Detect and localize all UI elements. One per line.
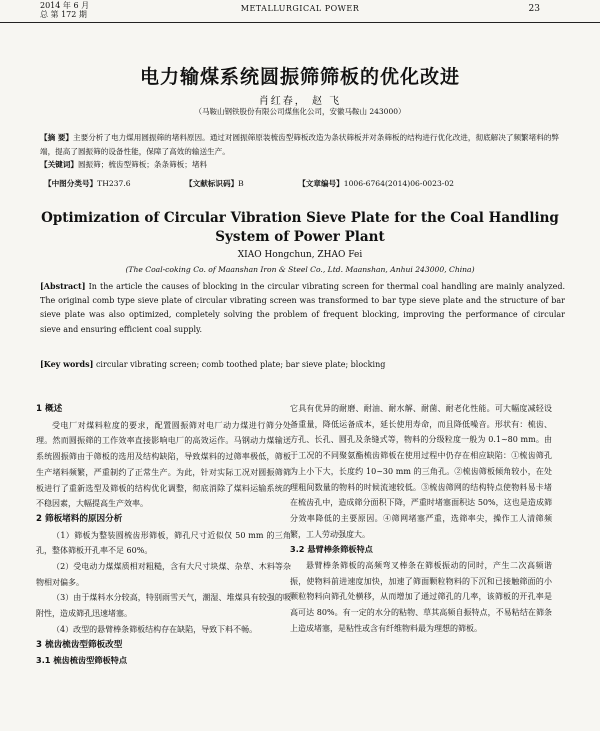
journal-name: METALLURGICAL POWER bbox=[240, 4, 360, 13]
title-en-line1: Optimization of Circular Vibration Sieve Plate for the Coal Handling bbox=[41, 210, 559, 226]
abstract-english bbox=[40, 279, 565, 337]
doc-code-value: B bbox=[238, 179, 244, 188]
title-chinese: 电力输煤系统圆振筛筛板的优化改进 bbox=[139, 66, 460, 88]
abstract-cn-text: 主要分析了电力煤用圆振筛的堵料原因。通过对圆振筛原装梳齿型筛板改造为条状筛板并对条筛板的结构进行优化改进，彻底解决了频繁堵料的弊端，提高了圆振筛的设备性能，保障了高效的输送生产。 bbox=[40, 133, 560, 156]
section-3-1-paragraph: 它具有优异的耐磨、耐油、耐水解、耐菌、耐老化性能。可大幅度减轻设备重量，降低运备成本，延长使用寿命，而且降低噪音。形状有：梳齿、方孔、长孔、圆孔及条缝式等，物料的分级粒度一般为 0.1~80 mm。由于工况的不同聚氨酯梳齿筛板在使用过程中仍存在相应缺陷：①梳齿筛孔为上小下大，长度约 10~30 mm 的三角孔。②梳齿筛板倾角较小，在处理粗间数量的物料的时候流速较低。③梳齿筛网的结构特点使物料易卡堵在梳齿孔中，造成筛分面积下降，严重时堵塞面积达 50%，这也是造成筛分效率降低的主要原因。④筛网堵塞严重，选筛率尖，操作工人清筛频繁，工人劳动强度大。 bbox=[290, 404, 552, 539]
issue-date: 2014 年 6 月 bbox=[40, 1, 90, 10]
article-id-value: 1006-6764(2014)06-0023-02 bbox=[343, 179, 455, 188]
section-2-item-2: （2）受电动力煤煤质相对粗糙，含有大尺寸块煤、杂草、木料等杂物相对偏多。 bbox=[36, 562, 291, 587]
abstract-en-text: In the article the causes of blocking in the circular vibrating screen for thermal coal handling are mainly analyzed. The original comb type sieve plate of circular vibrating screen was transformed to bar type sieve plate and the structure of bar sieve plate was also optimized, completely solving the problem of frequent blocking, improving the performance of circular sieve and ensuring efficient coal supply. bbox=[40, 282, 565, 334]
keywords-cn-text: 圆振筛；梳齿型筛板；条条筛板；堵料 bbox=[77, 160, 208, 169]
affiliation-english: (The Coal-coking Co. of Maanshan Iron & Steel Co., Ltd. Maanshan, Anhui 243000, China) bbox=[125, 265, 475, 274]
section-2-item-3: （3）由于煤料水分较高，特别雨雪天气，潮湿、堆煤具有较强的吸附性，造成筛孔迅速堵塞。 bbox=[36, 593, 291, 619]
issue-number: 总 第 172 期 bbox=[40, 10, 87, 19]
abstract-chinese bbox=[40, 131, 565, 172]
classification-row bbox=[44, 178, 564, 189]
authors-chinese: 肖红春， 赵 飞 bbox=[258, 96, 342, 107]
abstract-en-label: [Abstract] bbox=[40, 281, 86, 291]
keywords-cn-label: 【关键词】 bbox=[40, 160, 78, 169]
keywords-english bbox=[40, 359, 565, 369]
body-right-column bbox=[290, 401, 552, 637]
affiliation-chinese: （马鞍山钢铁股份有限公司煤焦化公司，安徽马鞍山 243000） bbox=[194, 107, 406, 116]
section-3-1-title: 3.1 梳齿梳齿型筛板特点 bbox=[36, 655, 128, 666]
section-1-paragraph: 受电厂对煤料粒度的要求，配置圆振筛对电厂动力煤进行筛分处理。然而圆振筛的工作效率直接影响电厂的高效运作。马钢动力煤输送系统圆振筛由于筛板的选用及结构缺陷，导致煤料的过筛率极低，筛板生产堵料频繁，严重制约了正常生产。为此，针对实际工况对圆振筛筛板进行了重新选型及筛板的结构优化调整，彻底消除了煤料运输系统的不稳因素，大幅提高生产效率。 bbox=[36, 420, 291, 509]
doc-code-label: 【文献标识码】 bbox=[185, 179, 239, 188]
running-header bbox=[0, 0, 600, 23]
section-3-2-paragraph: 悬臂棒条筛板的高频弯叉棒条在筛板振动的同时，产生二次高频谐振，使物料前进速度加快，加速了筛面颗粒物料的下沉和已接触筛面的小颗粒物料向筛孔处横移，从而增加了通过筛孔的几率，该筛板的开孔率是高可达 80%。有一定的水分的粘物、草其高频自振特点，不易粘结在筛条上造成堵塞，是粘性或含有纤维物料最为理想的筛板。 bbox=[290, 561, 552, 633]
title-en-line2: System of Power Plant bbox=[215, 229, 385, 245]
section-2-item-4: （4）改型的悬臂棒条筛板结构存在缺陷，导致下料不畅。 bbox=[52, 624, 258, 634]
article-id-label: 【文章编号】 bbox=[298, 179, 344, 188]
title-english bbox=[0, 209, 600, 247]
page-number: 23 bbox=[528, 4, 540, 14]
keywords-en-text: circular vibrating screen; comb toothed plate; bar sieve plate; blocking bbox=[93, 360, 386, 369]
section-3-title: 3 梳齿梳齿型筛板改型 bbox=[36, 639, 123, 650]
section-2-title: 2 筛板堵料的原因分析 bbox=[36, 513, 123, 524]
section-3-2-title: 3.2 悬臂棒条筛板特点 bbox=[290, 544, 373, 555]
authors-english: XIAO Hongchun, ZHAO Fei bbox=[237, 250, 363, 260]
clc-label: 【中图分类号】 bbox=[44, 179, 98, 188]
section-2-item-1: （1）筛板为整装圆梳齿形筛板，筛孔尺寸近似仅 50 mm 的三角孔，整体筛板开孔率不足 60%。 bbox=[36, 530, 291, 556]
keywords-en-label: [Key words] bbox=[40, 359, 94, 369]
body-left-column bbox=[36, 402, 291, 669]
abstract-cn-label: 【摘 要】 bbox=[40, 133, 74, 142]
clc-value: TH237.6 bbox=[97, 179, 131, 188]
section-1-title: 1 概述 bbox=[36, 404, 63, 414]
